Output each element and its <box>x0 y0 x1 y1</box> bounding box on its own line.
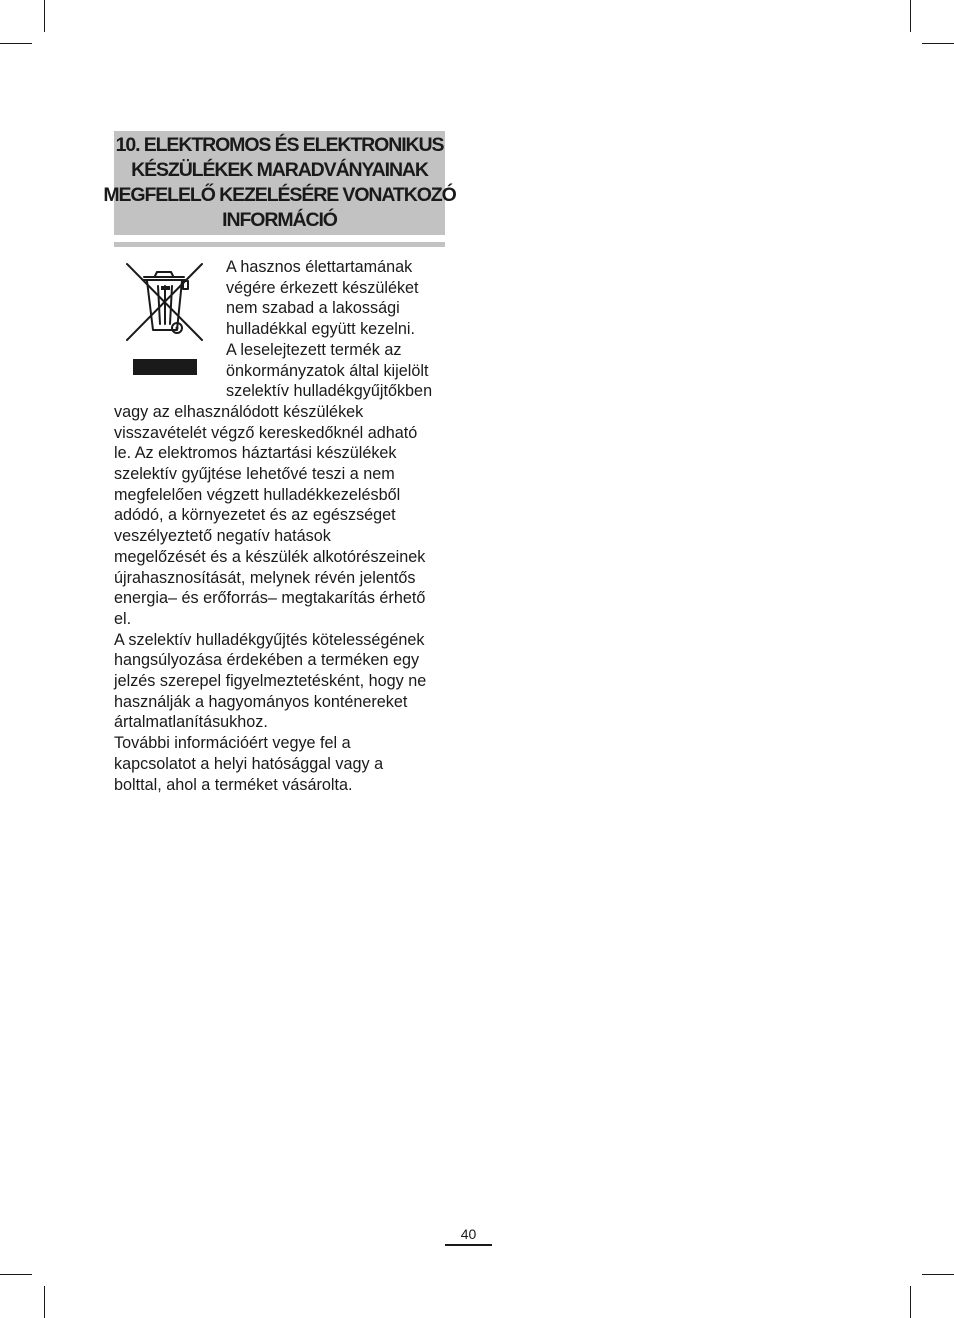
crop-mark <box>0 43 32 44</box>
body-text-line: használják a hagyományos konténereket <box>114 692 408 711</box>
body-text-line: önkormányzatok által kijelölt <box>226 361 429 380</box>
body-text-line: vagy az elhasználódott készülékek <box>114 402 364 421</box>
body-text-line: megelőzését és a készülék alkotórészeinek <box>114 547 426 566</box>
body-text-line: megfelelően végzett hulladékkezelésből <box>114 485 401 504</box>
section-heading-line: MEGFELELŐ KEZELÉSÉRE VONATKOZÓ <box>103 184 456 206</box>
page-number: 40 <box>460 1226 477 1242</box>
body-text-line: adódó, a környezetet és az egészséget <box>114 506 396 525</box>
body-text-line: el. <box>114 609 132 628</box>
body-text-line: szelektív hulladékgyűjtőkben <box>226 382 433 401</box>
section-heading <box>103 131 456 235</box>
body-text-line: kapcsolatot a helyi hatósággal vagy a <box>114 754 384 773</box>
body-text-line: újrahasznosítását, melynek révén jelentős <box>114 568 416 587</box>
body-text-line: végére érkezett készüléket <box>226 278 419 297</box>
body-text-line: hangsúlyozása érdekében a terméken egy <box>114 651 420 670</box>
body-text-line: A leselejtezett termék az <box>226 340 402 359</box>
section-heading-line: KÉSZÜLÉKEK MARADVÁNYAINAK <box>131 159 428 181</box>
body-text-line: jelzés szerepel figyelmeztetésként, hogy ne <box>114 672 427 690</box>
body-text-line: nem szabad a lakossági <box>226 299 400 318</box>
crop-mark <box>44 0 45 32</box>
body-text-line: hulladékkal együtt kezelni. <box>226 320 415 339</box>
body-text-line: szelektív gyűjtése lehetővé teszi a nem <box>114 465 395 483</box>
crop-mark <box>910 1286 911 1318</box>
body-text-line: visszavételét végző kereskedőknél adható <box>114 423 418 442</box>
body-text-line: bolttal, ahol a terméket vásárolta. <box>114 775 353 794</box>
body-text-line: veszélyeztető negatív hatások <box>114 527 331 546</box>
body-text-line: A hasznos élettartamának <box>226 258 413 276</box>
section-heading-line: INFORMÁCIÓ <box>222 209 337 231</box>
body-text-line: A szelektív hulladékgyűjtés kötelességének <box>114 630 425 649</box>
body-text-line: ártalmatlanításukhoz. <box>114 713 268 732</box>
body-text-line: További információért vegye fel a <box>114 734 351 753</box>
body-text-line: le. Az elektromos háztartási készülékek <box>114 444 397 463</box>
page-number-underline <box>445 1244 492 1246</box>
crop-mark <box>922 43 954 44</box>
crop-mark <box>910 0 911 32</box>
crossed-out-wheelie-bin-icon <box>122 260 206 378</box>
crop-mark <box>44 1286 45 1318</box>
heading-divider <box>114 242 445 247</box>
crop-mark <box>0 1274 32 1275</box>
crop-mark <box>922 1274 954 1275</box>
section-heading-line: 10. ELEKTROMOS ÉS ELEKTRONIKUS <box>115 134 444 156</box>
body-text-line: energia– és erőforrás– megtakarítás érhető <box>114 589 426 608</box>
